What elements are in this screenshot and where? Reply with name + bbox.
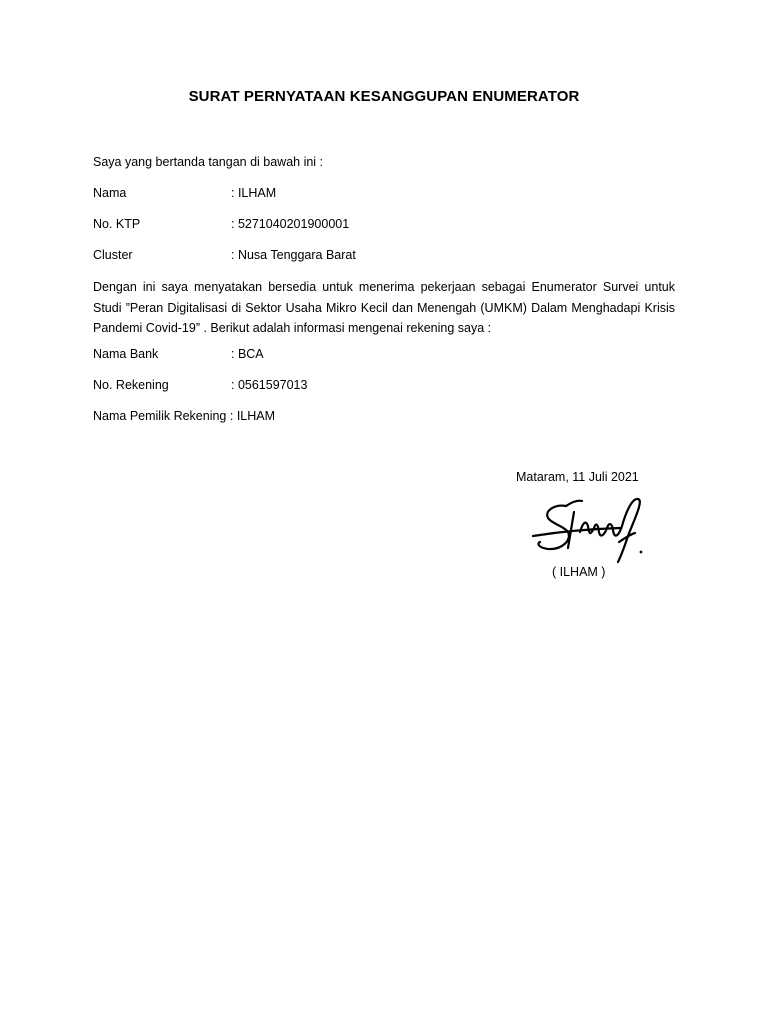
- bank-label: No. Rekening: [93, 378, 169, 392]
- identity-row-name: [93, 186, 276, 200]
- identity-row-cluster: [93, 248, 356, 262]
- bank-row-name: [93, 347, 264, 361]
- document-title: SURAT PERNYATAAN KESANGGUPAN ENUMERATOR: [188, 88, 580, 105]
- identity-value: : ILHAM: [231, 186, 277, 200]
- bank-value: : 0561597013: [231, 378, 308, 392]
- statement-paragraph: Dengan ini saya menyatakan bersedia untuk menerima pekerjaan sebagai Enumerator Survei untuk Studi ”Peran Digitalisasi di Sektor Usaha Mikro Kecil dan Menengah (UMKM) Dalam Menghadapi Krisis Pandemi Covid-19” . Berikut adalah informasi mengenai rekening saya :: [93, 280, 675, 335]
- intro-text: Saya yang bertanda tangan di bawah ini :: [93, 155, 324, 169]
- handwritten-signature-icon: [528, 492, 653, 564]
- place-and-date: Mataram, 11 Juli 2021: [516, 470, 639, 484]
- bank-label: Nama Bank: [93, 347, 159, 361]
- account-owner-row: [93, 409, 275, 423]
- bank-value: : BCA: [231, 347, 264, 361]
- identity-label: No. KTP: [93, 217, 141, 231]
- identity-row-ktp: [93, 217, 349, 231]
- signer-name: ( ILHAM ): [552, 565, 606, 579]
- identity-value: : Nusa Tenggara Barat: [231, 248, 356, 262]
- bank-row-account-number: [93, 378, 307, 392]
- identity-value: : 5271040201900001: [231, 217, 350, 231]
- identity-label: Cluster: [93, 248, 133, 262]
- account-owner-label: Nama Pemilik Rekening: [93, 409, 227, 423]
- identity-label: Nama: [93, 186, 127, 200]
- account-owner-value: : ILHAM: [229, 409, 276, 423]
